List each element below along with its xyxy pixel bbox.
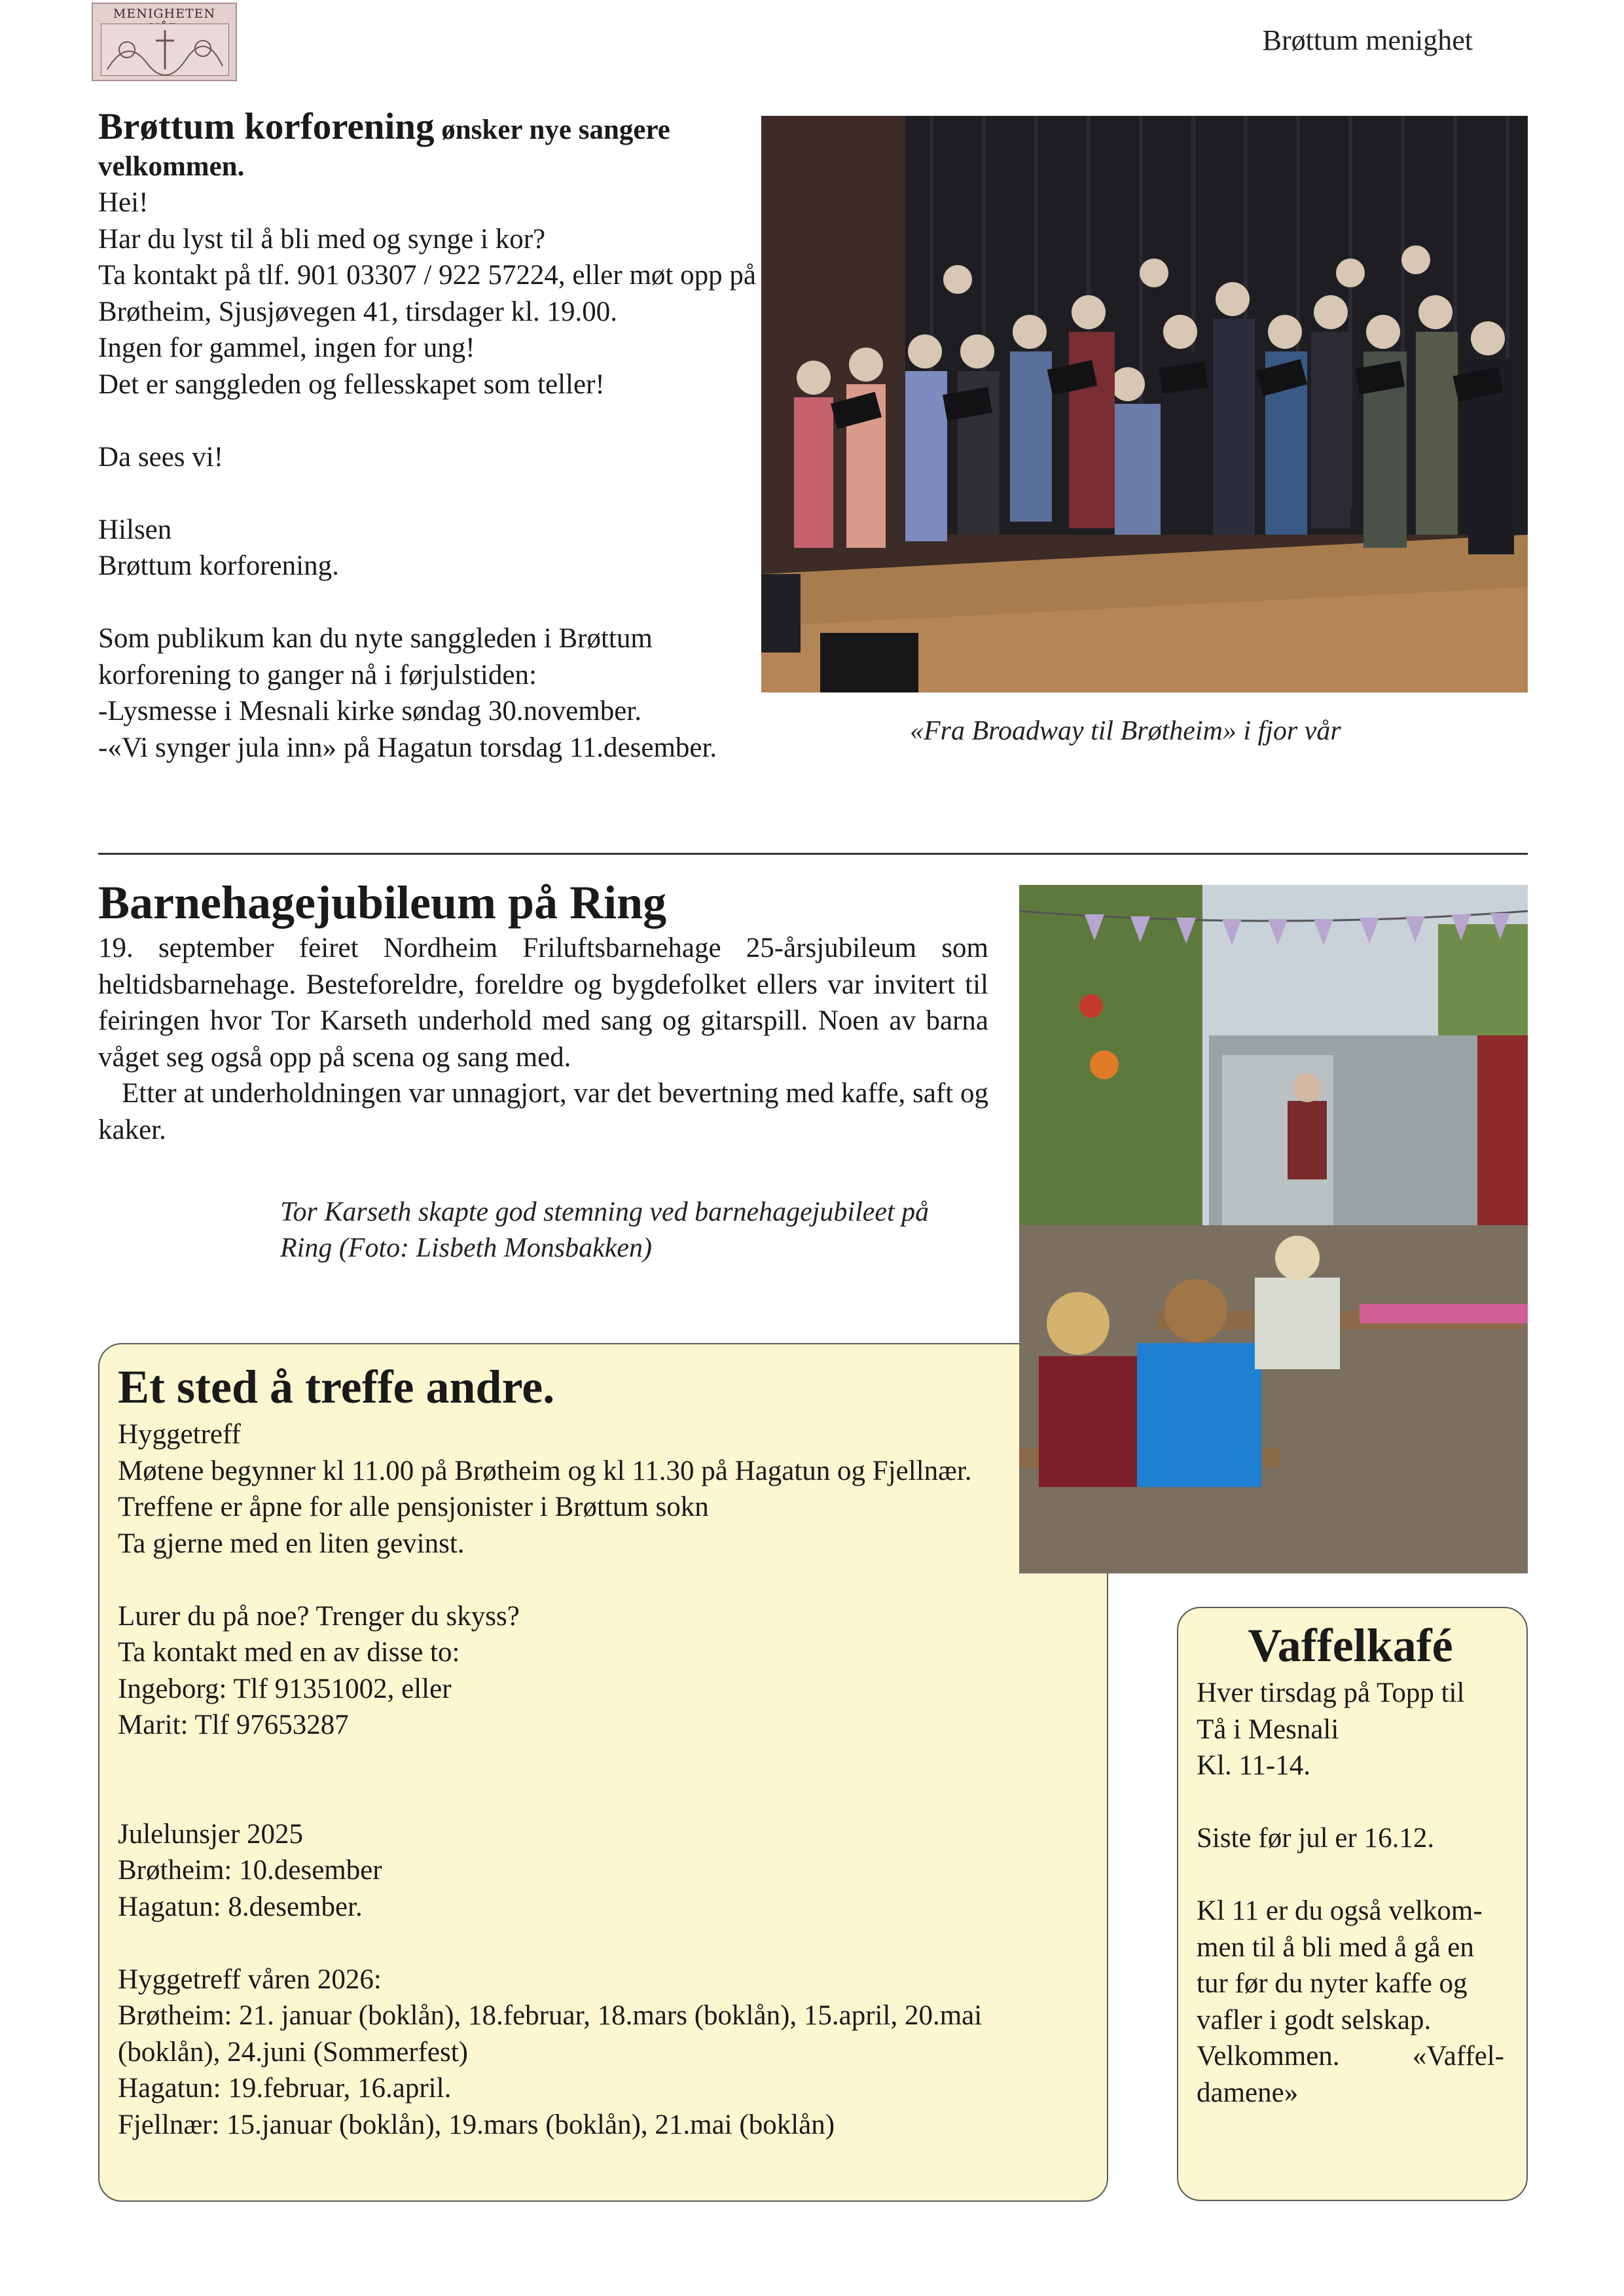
meeting-line: Hyggetreff — [118, 1419, 241, 1450]
choir-photo-caption: «Fra Broadway til Brøtheim» i fjor vår — [910, 716, 1341, 746]
section-divider — [98, 853, 1528, 855]
meeting-line: Brøtheim: 10.desember — [118, 1855, 382, 1886]
choir-line: Som publikum kan du nyte sanggleden i Brøttum korforening to ganger nå i førjulstiden: — [98, 623, 653, 691]
logo-title: MENIGHETEN — [113, 7, 216, 21]
waffle-line: tur før du nyter kaffe og — [1197, 1968, 1468, 1999]
kindergarten-paragraph: 19. september feiret Nordheim Friluftsbarnehage 25-årsjubileum som heltidsbarnehage. Besteforeldre, foreldre og bygdefolket ellers var invitert til feiringen hvor Tor Karseth underhold med sang og gitarspill. Noen av barna våget seg også opp på scena og sang med. — [98, 933, 988, 1073]
choir-greeting: Brøttum korforening. — [98, 550, 339, 581]
choir-closing: Da sees vi! — [98, 441, 224, 473]
kindergarten-article — [98, 930, 988, 1148]
choir-line: -Lysmesse i Mesnali kirke søndag 30.november. — [98, 696, 641, 726]
choir-title-suffix: ønsker nye sangere velkommen. — [98, 115, 670, 182]
choir-line: Har du lyst til å bli med og synge i kor? — [98, 223, 546, 255]
kindergarten-photo — [1019, 885, 1528, 1573]
waffle-signoff-signature: «Vaffel- — [1412, 2041, 1504, 2072]
meeting-line: Ta kontakt med en av disse to: — [118, 1637, 460, 1668]
waffle-line: damene» — [1197, 2077, 1299, 2108]
choir-line: Ta kontakt på tlf. 901 03307 / 922 57224, eller møt opp på — [98, 260, 756, 291]
kindergarten-photo-caption — [280, 1194, 1000, 1266]
kindergarten-paragraph: Etter at underholdningen var unnagjort, var det bevertning med kaffe, saft og kaker. — [98, 1078, 988, 1145]
choir-article — [98, 106, 772, 766]
parish-name: Brøttum menighet — [1262, 24, 1473, 56]
waffle-line: vafler i godt selskap. — [1197, 2004, 1432, 2036]
newsletter-logo — [92, 3, 237, 81]
meeting-line: Hagatun: 19.februar, 16.april. — [118, 2073, 452, 2104]
meeting-line: Marit: Tlf 97653287 — [118, 1710, 349, 1740]
meeting-line: Brøtheim: 21. januar (boklån), 18.februar, 18.mars (boklån), 15.april, 20.mai (boklån), 24.juni (Sommerfest) — [118, 2000, 983, 2068]
meeting-info-box — [98, 1343, 1108, 2202]
choir-line: Det er sanggleden og fellesskapet som teller! — [98, 368, 605, 400]
waffle-line: Tå i Mesnali — [1197, 1713, 1339, 1745]
choir-photo — [761, 116, 1528, 692]
waffle-line: Siste før jul er 16.12. — [1197, 1823, 1435, 1854]
logo-illustration — [101, 24, 229, 76]
choir-line: Hei! — [98, 187, 149, 218]
meeting-line: Møtene begynner kl 11.00 på Brøtheim og kl 11.30 på Hagatun og Fjellnær. — [118, 1455, 972, 1486]
choir-greeting: Hilsen — [98, 514, 172, 545]
choir-line: Brøtheim, Sjusjøvegen 41, tirsdager kl. 19.00. — [98, 296, 618, 327]
meeting-line: Lurer du på noe? Trenger du skyss? — [118, 1600, 520, 1632]
choir-headline — [98, 106, 772, 185]
waffle-box-title: Vaffelkafé — [1248, 1619, 1453, 1672]
choir-line: Ingen for gammel, ingen for ung! — [98, 332, 475, 363]
waffle-line: Hver tirsdag på Topp til — [1197, 1677, 1465, 1708]
waffle-signoff-welcome: Velkommen. — [1197, 2041, 1340, 2072]
choir-line: -«Vi synger jula inn» på Hagatun torsdag 11.desember. — [98, 732, 717, 763]
meeting-line: Ingeborg: Tlf 91351002, eller — [118, 1673, 452, 1704]
caption-line: Tor Karseth skapte god stemning ved barnehagejubileet på — [280, 1197, 929, 1227]
choir-title: Brøttum korforening — [98, 106, 435, 147]
kindergarten-title: Barnehagejubileum på Ring — [98, 876, 667, 929]
waffle-cafe-box — [1177, 1607, 1528, 2201]
caption-line: Ring (Foto: Lisbeth Monsbakken) — [280, 1233, 653, 1263]
meeting-line: Hyggetreff våren 2026: — [118, 1964, 382, 1995]
waffle-line: Kl. 11-14. — [1197, 1750, 1310, 1781]
waffle-line: men til å bli med å gå en — [1197, 1931, 1474, 1963]
meeting-line: Julelunsjer 2025 — [118, 1818, 304, 1850]
meeting-line: Hagatun: 8.desember. — [118, 1891, 363, 1922]
meeting-box-title: Et sted å treffe andre. — [118, 1361, 555, 1413]
waffle-signoff — [1197, 2038, 1504, 2075]
meeting-line: Fjellnær: 15.januar (boklån), 19.mars (boklån), 21.mai (boklån) — [118, 2109, 835, 2140]
meeting-line: Ta gjerne med en liten gevinst. — [118, 1528, 465, 1559]
waffle-line: Kl 11 er du også velkom- — [1197, 1895, 1483, 1926]
meeting-line: Treffene er åpne for alle pensjonister i Brøttum sokn — [118, 1492, 709, 1522]
